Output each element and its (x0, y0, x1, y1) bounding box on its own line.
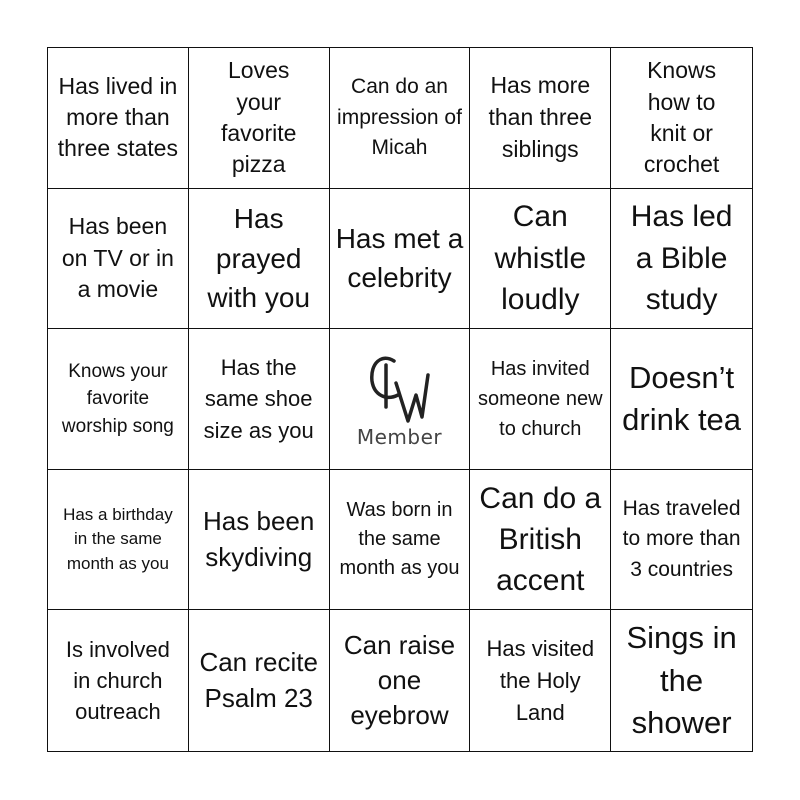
bingo-cell-text: Can recite Psalm 23 (199, 647, 318, 713)
bingo-cell[interactable] (48, 329, 189, 470)
bingo-cell[interactable] (470, 329, 611, 470)
bingo-cell-text: Can raise one eyebrow (343, 629, 456, 731)
bingo-cell[interactable] (330, 610, 471, 751)
bingo-cell-text: Has traveled to more than 3 countries (622, 496, 741, 581)
bingo-cell-text: Can whistle loudly (494, 200, 587, 317)
bingo-cell[interactable] (330, 470, 471, 611)
bingo-cell[interactable] (330, 189, 471, 330)
cw-logo-icon (364, 349, 434, 429)
bingo-cell[interactable] (189, 189, 330, 330)
bingo-cell[interactable] (611, 470, 752, 611)
bingo-cell-text: Is involved in church outreach (65, 636, 170, 725)
bingo-cell[interactable] (189, 610, 330, 751)
bingo-cell[interactable] (470, 470, 611, 611)
bingo-cell-text: Has met a celebrity (335, 222, 464, 294)
free-space-label: Member (356, 424, 443, 449)
bingo-cell-text: Loves your favorite pizza (220, 57, 297, 178)
bingo-cell-text: Has been on TV or in a movie (61, 212, 174, 303)
bingo-cell[interactable] (189, 48, 330, 189)
bingo-cell[interactable] (189, 329, 330, 470)
bingo-cell-text: Has led a Bible study (630, 200, 733, 317)
bingo-cell[interactable] (189, 470, 330, 611)
bingo-cell[interactable] (48, 189, 189, 330)
bingo-cell[interactable] (48, 610, 189, 751)
bingo-cell-text: Can do an impression of Micah (337, 75, 462, 160)
bingo-cell-text: Has invited someone new to church (478, 357, 603, 440)
bingo-cell[interactable] (611, 329, 752, 470)
bingo-cell[interactable] (470, 610, 611, 751)
bingo-cell-text: Has a birthday in the same month as you (63, 504, 173, 573)
bingo-cell-text: Doesn’t drink tea (622, 359, 742, 437)
bingo-cell-text: Was born in the same month as you (339, 499, 460, 580)
bingo-cell-text: Has the same shoe size as you (203, 355, 314, 443)
bingo-cell-text: Can do a British accent (479, 481, 602, 598)
bingo-cell[interactable] (470, 48, 611, 189)
bingo-cell-text: Knows your favorite worship song (61, 360, 174, 437)
bingo-cell-text: Has visited the Holy Land (486, 635, 595, 725)
bingo-cell-text: Has been skydiving (203, 506, 315, 572)
bingo-cell[interactable] (611, 189, 752, 330)
bingo-cell[interactable] (611, 48, 752, 189)
bingo-cell-text: Knows how to knit or crochet (643, 57, 720, 178)
bingo-cell[interactable] (330, 48, 471, 189)
bingo-cell-text: Has more than three siblings (488, 72, 593, 162)
bingo-cell-text: Has prayed with you (207, 202, 311, 314)
bingo-cell[interactable] (48, 470, 189, 611)
bingo-cell[interactable] (48, 48, 189, 189)
bingo-cell-text: Sings in the shower (626, 620, 737, 740)
free-space-cell (330, 329, 471, 470)
bingo-cell[interactable] (470, 189, 611, 330)
bingo-board (47, 47, 753, 752)
bingo-cell[interactable] (611, 610, 752, 751)
bingo-cell-text: Has lived in more than three states (57, 72, 178, 162)
